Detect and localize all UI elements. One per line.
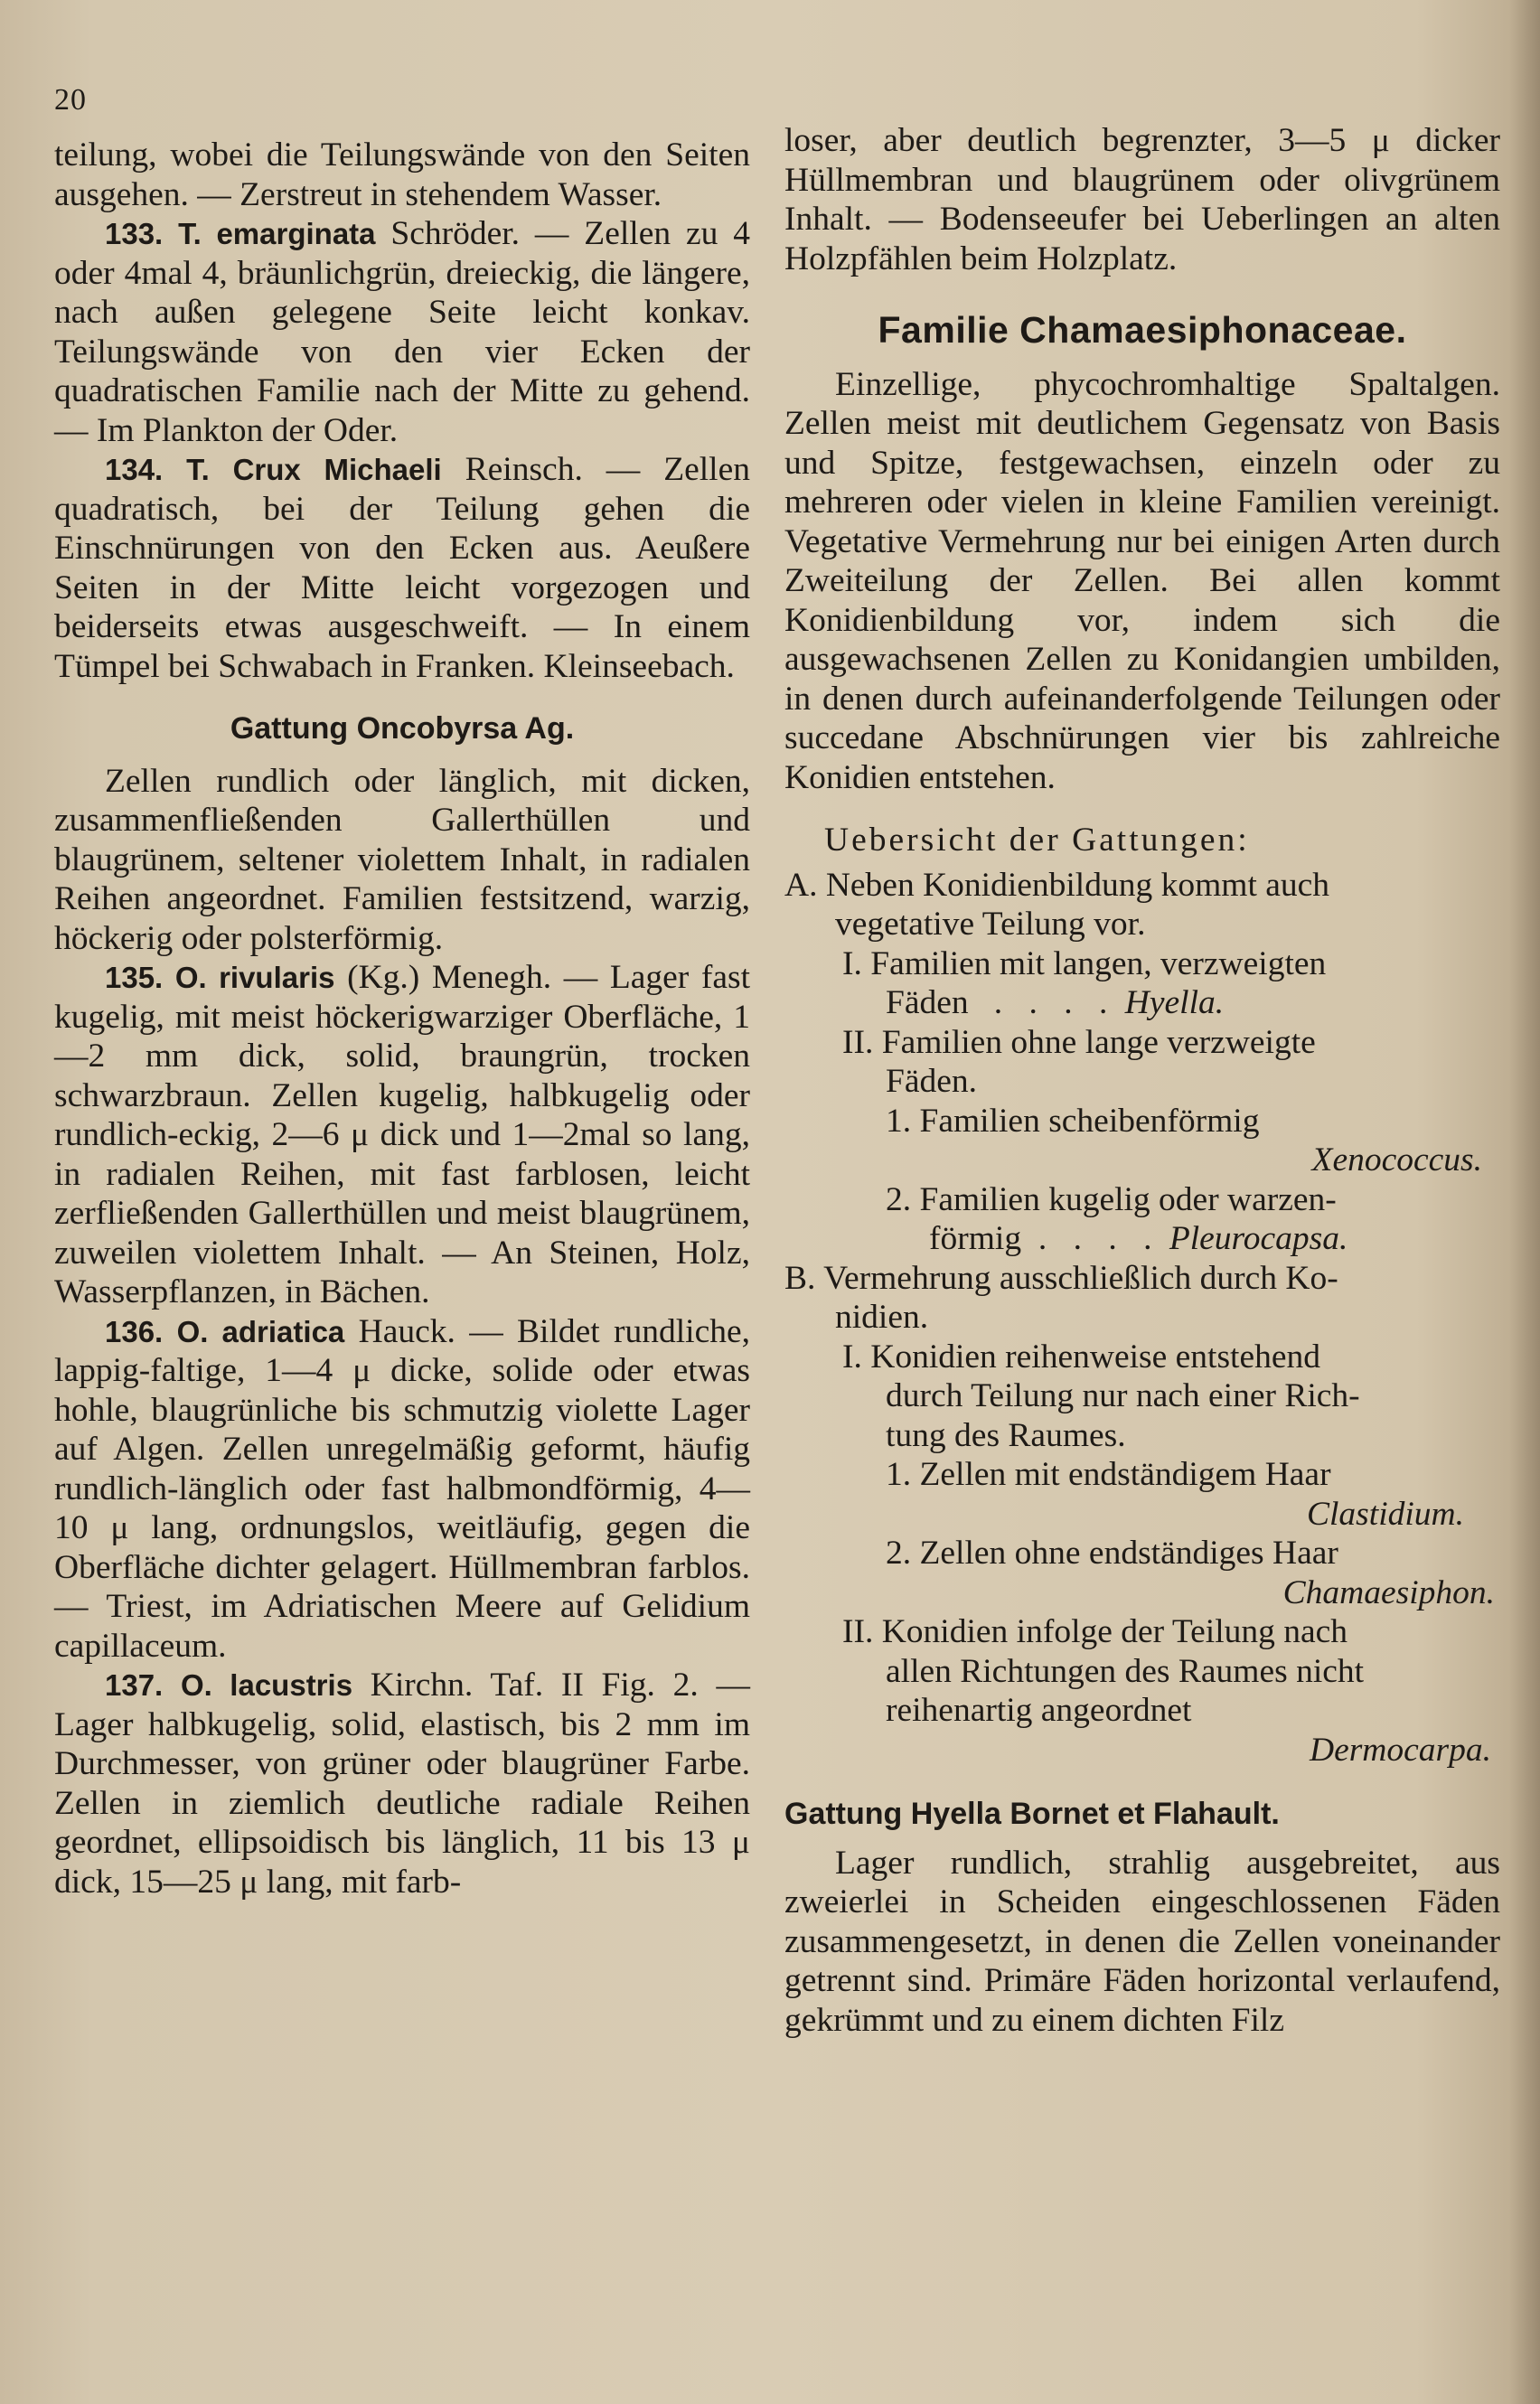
species-author: Hauck.: [344, 1312, 455, 1350]
key-line-a-ii: II. Familien ohne lange verzweigte: [842, 1023, 1316, 1061]
key-line-b-i: I. Konidien reihenweise entstehend: [842, 1338, 1320, 1376]
key-genus-result: Pleurocapsa.: [1169, 1220, 1348, 1257]
genus-description: Lager rundlich, strahlig ausgebreitet, aus zweierlei in Scheiden eingeschlossenen Fäden zusammengesetzt, in denen die Zellen voneinander getrennt sind. Primäre Fäden horizontal verlaufend, gekrümmt und zu einem dichten Filz: [784, 1844, 1500, 2039]
genus-heading-oncobyrsa: Gattung Oncobyrsa Ag.: [230, 711, 575, 746]
species-name: O. lacustris: [180, 1668, 353, 1702]
species-description: — Lager fast kugelig, mit meist höckerigwarziger Oberfläche, 1—2 mm dick, solid, braungrün, trocken schwarzbraun. Zellen kugelig, halbkugelig oder rundlich-eckig, 2—6 μ dick und 1—2mal so lang, in radialen Reihen, mit fast farblosen, leicht zerfließenden Gallerthüllen und meist blaugrünem, zuweilen violettem Inhalt. — An Steinen, Holz, Wasserpflanzen, in Bächen.: [54, 959, 750, 1310]
key-line-a-cont: vegetative Teilung vor.: [835, 906, 1146, 943]
key-line-a-ii-1: 1. Familien scheibenförmig: [886, 1102, 1260, 1140]
key-line-b-i-cont2: tung des Raumes.: [886, 1416, 1126, 1454]
key-line-b-ii: II. Konidien infolge der Teilung nach: [842, 1613, 1348, 1650]
species-entry-135: [54, 958, 750, 1312]
species-entry-134: [54, 450, 750, 686]
species-description: — Bildet rundliche, lappig-faltige, 1—4 μ dicke, solide oder etwas hohle, blaugrünliche bis schmutzig violette Lager auf Algen. Zellen unregelmäßig geformt, häufig rundlich-länglich oder fast halbmondförmig, 4—10 μ lang, ordnungslos, weitläufig, gegen die Oberfläche dichter gelagert. Hüllmembran farblos. — Triest, im Adriatischen Meere auf Gelidium capillaceum.: [54, 1312, 751, 1665]
key-line-a-ii-2-cont: [784, 1219, 1500, 1259]
genus-description: Zellen rundlich oder länglich, mit dicken, zusammenfließenden Gallerthüllen und blaugrünem, seltener violettem Inhalt, in radialen Reihen angeordnet. Familien festsitzend, warzig, höckerig oder polsterförmig.: [54, 762, 750, 957]
key-line-a: A. Neben Konidienbildung kommt auch: [784, 866, 1330, 904]
page-gutter-shadow: [1509, 0, 1540, 2404]
genus-heading-hyella: Gattung Hyella Bornet et Flahault.: [784, 1797, 1280, 1831]
genus-key-heading: Uebersicht der Gattungen:: [824, 822, 1250, 859]
species-author: Reinsch.: [441, 451, 583, 488]
key-genus-result: Chamaesiphon.: [1282, 1573, 1495, 1611]
paragraph-continuation: teilung, wobei die Teilungswände von den Seiten ausgehen. — Zerstreut in stehendem Wasser.: [54, 136, 750, 213]
key-line-b-i-2: 2. Zellen ohne endständiges Haar: [886, 1535, 1338, 1572]
left-column: [54, 136, 750, 1902]
species-number: 136.: [105, 1314, 164, 1348]
species-number: 133.: [105, 217, 164, 250]
species-name: T. emarginata: [178, 217, 376, 250]
species-number: 137.: [105, 1668, 164, 1702]
key-text: förmig: [929, 1220, 1022, 1257]
species-name: T. Crux Michaeli: [186, 453, 442, 486]
genus-key: [784, 866, 1500, 1770]
key-line-a-i-cont: [784, 983, 1500, 1023]
species-number: 135.: [105, 961, 164, 994]
key-genus-result: Clastidium.: [1307, 1495, 1464, 1533]
key-genus-result: Xenococcus.: [1311, 1141, 1482, 1179]
species-author: Schröder.: [375, 215, 521, 252]
species-description: Taf. II Fig. 2. — Lager halbkugelig, solid, elastisch, bis 2 mm im Durchmesser, von grüner oder blaugrüner Farbe. Zellen in ziemlich deutliche radiale Reihen geordnet, ellipsoidisch bis länglich, 11 bis 13 μ dick, 15—25 μ lang, mit farb-: [54, 1667, 750, 1901]
species-description: — Zellen zu 4 oder 4mal 4, bräunlichgrün, dreieckig, die längere, nach außen gelegene Seite leicht konkav. Teilungswände von den vier Ecken der quadratischen Familie nach der Mitte zu gehend. — Im Plankton der Oder.: [54, 215, 750, 449]
key-line-b: B. Vermehrung ausschließlich durch Ko-: [784, 1259, 1338, 1297]
species-author: (Kg.) Menegh.: [334, 959, 552, 996]
key-leader-dots: . . . .: [993, 984, 1117, 1021]
species-description: — Zellen quadratisch, bei der Teilung gehen die Einschnürungen von den Ecken aus. Aeußere Seiten in der Mitte leicht vorgezogen und beiderseits etwas ausgeschweift. — In einem Tümpel bei Schwabach in Franken. Kleinseebach.: [54, 451, 750, 685]
species-name: O. rivularis: [174, 961, 335, 994]
species-author: Kirchn.: [352, 1667, 474, 1704]
key-line-a-i: I. Familien mit langen, verzweigten: [842, 944, 1327, 982]
key-genus-result: Hyella.: [1124, 984, 1225, 1021]
right-column: [784, 121, 1500, 2040]
page-number: 20: [54, 83, 87, 117]
key-genus-result: Dermocarpa.: [1309, 1731, 1491, 1769]
species-entry-136: [54, 1312, 750, 1667]
key-line-b-ii-cont2: reihenartig angeordnet: [886, 1692, 1192, 1729]
paragraph-continuation: loser, aber deutlich begrenzter, 3—5 μ dicker Hüllmembran und blaugrünem oder olivgrünem Inhalt. — Bodenseeufer bei Ueberlingen an alten Holzpfählen beim Holzplatz.: [784, 122, 1500, 277]
family-description: Einzellige, phycochromhaltige Spaltalgen. Zellen meist mit deutlichem Gegensatz von Basis und Spitze, festgewachsen, einzeln oder zu mehreren oder vielen in kleine Familien vereinigt. Vegetative Vermehrung nur bei einigen Arten durch Zweiteilung der Zellen. Bei allen kommt Konidienbildung vor, indem sich die ausgewachsenen Zellen zu Konidangien umbilden, in denen durch aufeinanderfolgende Teilungen oder succedane Abschnürungen vier bis zahlreiche Konidien entstehen.: [784, 365, 1500, 796]
key-line-a-ii-cont: Fäden.: [886, 1063, 978, 1100]
species-entry-137: [54, 1666, 750, 1902]
family-heading-chamaesiphonaceae: Familie Chamaesiphonaceae.: [878, 309, 1407, 351]
species-name: O. adriatica: [176, 1314, 345, 1348]
key-line-b-ii-cont1: allen Richtungen des Raumes nicht: [886, 1652, 1365, 1690]
species-number: 134.: [105, 453, 164, 486]
key-line-a-ii-2: 2. Familien kugelig oder warzen-: [886, 1180, 1337, 1218]
key-line-b-cont: nidien.: [835, 1299, 929, 1336]
species-entry-133: [54, 214, 750, 450]
key-leader-dots: . . . .: [1038, 1220, 1161, 1257]
key-text: Fäden: [886, 984, 969, 1021]
key-line-b-i-cont1: durch Teilung nur nach einer Rich-: [886, 1377, 1360, 1414]
key-line-b-i-1: 1. Zellen mit endständigem Haar: [886, 1456, 1331, 1493]
